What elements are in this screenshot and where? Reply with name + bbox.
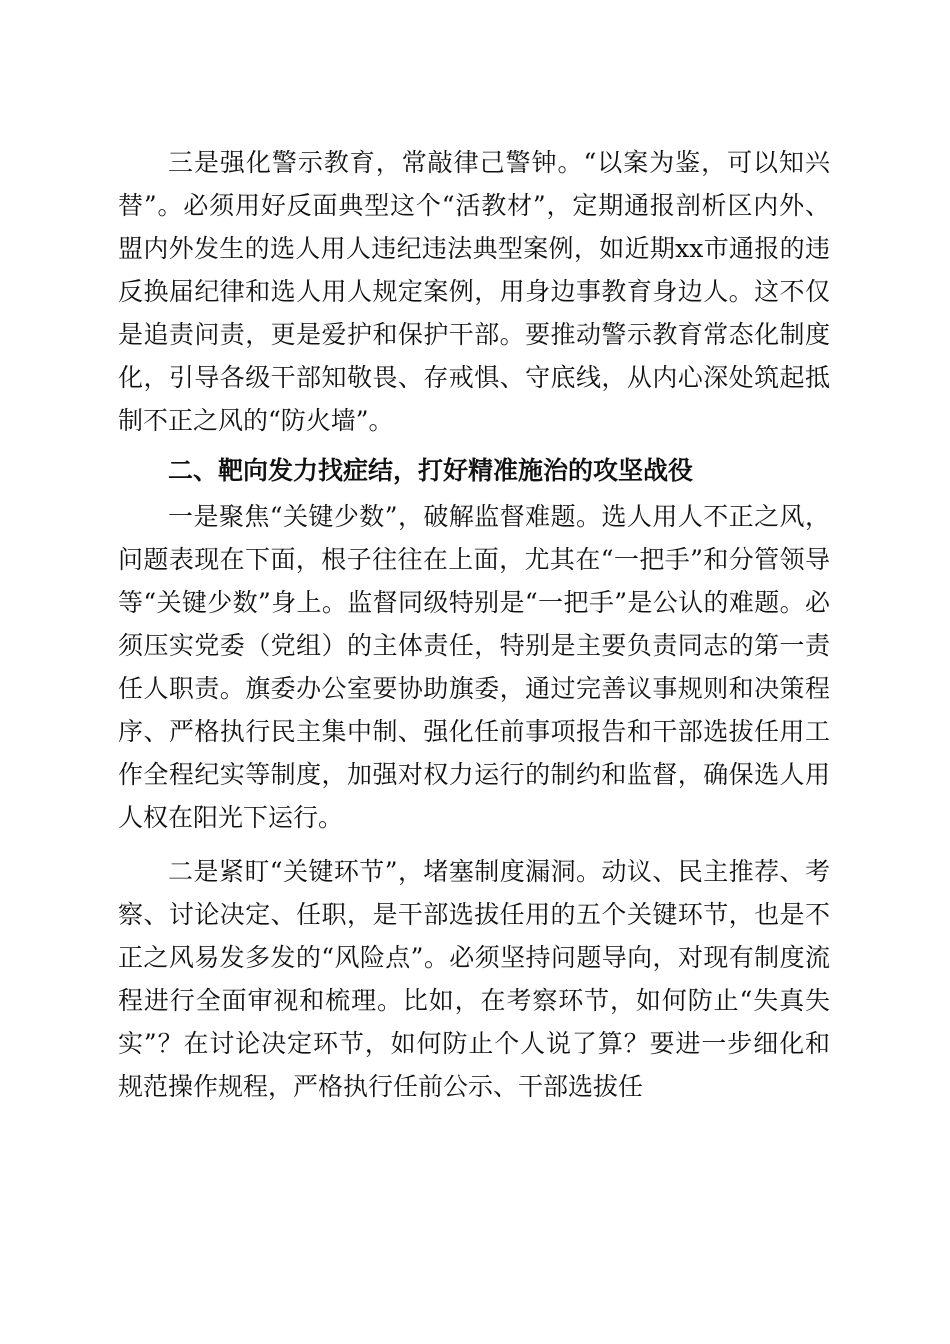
- document-body: [118, 141, 830, 1108]
- paragraph-warning-education: 三是强化警示教育，常敲律己警钟。“以案为鉴，可以知兴替”。必须用好反面典型这个“活教材”，定期通报剖析区内外、盟内外发生的选人用人违纪违法典型案例，如近期xx市通报的违反换届纪律和选人用人规定案例，用身边事教育身边人。这不仅是追责问责，更是爱护和保护干部。要推动警示教育常态化制度化，引导各级干部知敬畏、存戒惧、守底线，从内心深处筑起抵制不正之风的“防火墙”。: [118, 148, 830, 435]
- section-heading: 二、靶向发力找症结，打好精准施治的攻坚战役: [168, 456, 694, 485]
- paragraph-key-minority: 一是聚焦“关键少数”，破解监督难题。选人用人不正之风，问题表现在下面，根子往往在上面，尤其在“一把手”和分管领导等“关键少数”身上。监督同级特别是“一把手”是公认的难题。必须压实党委（党组）的主体责任，特别是主要负责同志的第一责任人职责。旗委办公室要协助旗委，通过完善议事规则和决策程序、严格执行民主集中制、强化任前事项报告和干部选拔任用工作全程纪实等制度，加强对权力运行的制约和监督，确保选人用人权在阳光下运行。: [118, 502, 830, 832]
- paragraph-key-links: 二是紧盯“关键环节”，堵塞制度漏洞。动议、民主推荐、考察、讨论决定、任职，是干部选拔任用的五个关键环节，也是不正之风易发多发的“风险点”。必须坚持问题导向，对现有制度流程进行全面审视和梳理。比如，在考察环节，如何防止“失真失实”？在讨论决定环节，如何防止个人说了算？要进一步细化和规范操作规程，严格执行任前公示、干部选拔任: [118, 857, 830, 1101]
